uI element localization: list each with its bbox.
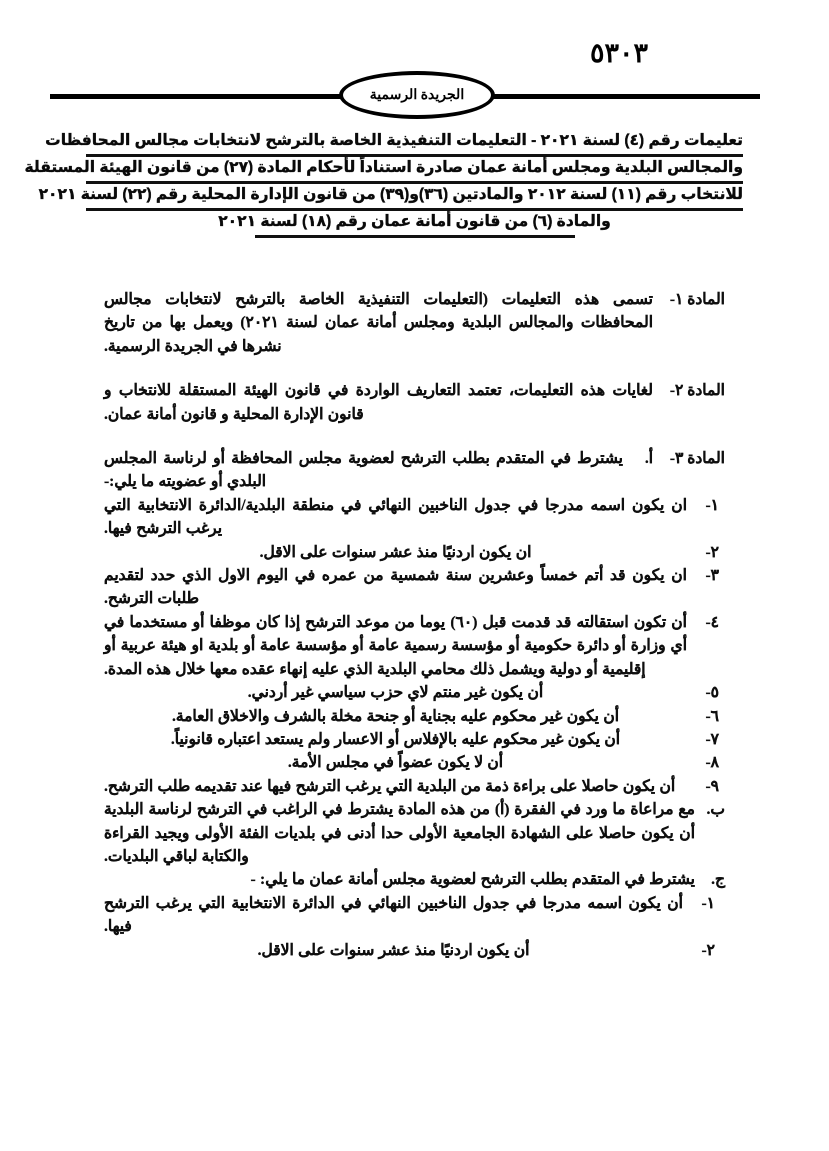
article-1 — [104, 288, 725, 358]
a-item-2-text: ان يكون اردنيًا منذ عشر سنوات على الاقل. — [259, 543, 532, 561]
article-2-marker: المادة ٢- — [669, 382, 725, 400]
article-3-paragraph-c — [104, 868, 725, 891]
a-item-2-marker: ٢- — [705, 543, 719, 561]
a-item-3-marker: ٣- — [705, 567, 719, 585]
a-item-9-marker: ٩- — [705, 777, 719, 795]
title-line-1: تعليمات رقم (٤) لسنة ٢٠٢١ - التعليمات التنفيذية الخاصة بالترشح لانتخابات مجالس المحافظات — [86, 131, 743, 157]
a-item-1 — [104, 494, 725, 541]
header-rule-group — [50, 87, 760, 103]
article-3-b-text: مع مراعاة ما ورد في الفقرة (أ) من هذه المادة يشترط في الراغب في الترشح لرناسة البلدية أن يكون حاصلا على الشهادة الجامعية الأولى حدا أدنى في بلديات الفئة الأولى ويجيد القراءة والكتابة لباقي البلديات. — [104, 801, 695, 865]
article-3-b-label: ب. — [706, 801, 725, 819]
a-item-9 — [104, 775, 725, 798]
a-item-7-marker: ٧- — [705, 730, 719, 748]
c-item-2-text: أن يكون اردنيًا منذ عشر سنوات على الاقل. — [257, 941, 530, 959]
article-1-marker: المادة ١- — [669, 291, 725, 308]
article-1-text: تسمى هذه التعليمات (التعليمات التنفيذية الخاصة بالترشح لانتخابات مجالس المحافظات والمجالس البلدية ومجلس أمانة عمان لسنة ٢٠٢١) ويعمل بها من تاريخ نشرها في الجريدة الرسمية. — [104, 291, 653, 355]
article-2 — [104, 379, 725, 426]
a-item-4 — [104, 611, 725, 681]
a-item-6-text: أن يكون غير محكوم عليه بجناية أو جنحة مخلة بالشرف والاخلاق العامة. — [171, 707, 620, 725]
c-item-2 — [104, 939, 725, 962]
c-item-2-marker: ٢- — [701, 941, 715, 959]
c-item-1-text: أن يكون اسمه مدرجا في جدول الناخبين النهائي في الدائرة الانتخابية التي يرغب الترشح فيها. — [104, 894, 683, 936]
a-item-5-text: أن يكون غير منتم لاي حزب سياسي غير أردني. — [247, 684, 544, 702]
a-item-4-marker: ٤- — [705, 613, 719, 631]
article-3-a-label: أ. — [644, 450, 653, 468]
a-item-1-text: ان يكون اسمه مدرجا في جدول الناخبين النهائي في منطقة البلدية/الدائرة الانتخابية التي يرغب الترشح فيها. — [104, 496, 687, 538]
title-line-2: والمجالس البلدية ومجلس أمانة عمان صادرة استناداً لأحكام المادة (٢٧) من قانون الهيئة المستقلة — [86, 158, 743, 184]
a-item-3 — [104, 564, 725, 611]
gazette-seal-label: الجريدة الرسمية — [369, 87, 465, 103]
gazette-seal-oval — [339, 71, 495, 119]
article-3-paragraph-b — [104, 798, 725, 868]
article-3-paragraph-a — [104, 447, 725, 494]
article-3-c-label: ج. — [711, 871, 725, 889]
document-body — [104, 288, 725, 962]
a-item-6-marker: ٦- — [705, 707, 719, 725]
title-line-3: للانتخاب رقم (١١) لسنة ٢٠١٢ والمادتين (٣٦)و(٣٩) من قانون الإدارة المحلية رقم (٢٢) لسنة ٢٠٢١ — [86, 185, 743, 211]
page-header — [50, 40, 760, 112]
c-item-1-marker: ١- — [701, 894, 715, 912]
title-line-4: والمادة (٦) من قانون أمانة عمان رقم (١٨) لسنة ٢٠٢١ — [86, 212, 743, 238]
article-3-marker: المادة ٣- — [669, 450, 725, 468]
a-item-8 — [104, 751, 725, 774]
a-item-9-text: أن يكون حاصلا على براءة ذمة من البلدية التي يرغب الترشح فيها عند تقديمه طلب الترشح. — [104, 777, 676, 795]
article-3-c-text: يشترط في المتقدم بطلب الترشح لعضوية مجلس أمانة عمان ما يلي: - — [250, 871, 695, 889]
a-item-5-marker: ٥- — [705, 684, 719, 702]
a-item-1-marker: ١- — [705, 496, 719, 514]
a-item-7 — [104, 728, 725, 751]
a-item-7-text: أن يكون غير محكوم عليه بالإفلاس أو الاعسار ولم يستعد اعتباره قانونياً. — [170, 730, 621, 748]
a-item-3-text: ان يكون قد أتم خمساً وعشرين سنة شمسية من عمره في اليوم الاول الذي حدد لتقديم طلبات الترشح. — [104, 567, 687, 608]
article-2-text: لغايات هذه التعليمات، تعتمد التعاريف الواردة في قانون الهيئة المستقلة للانتخاب و قانون الإدارة المحلية و قانون أمانة عمان. — [104, 382, 653, 423]
a-item-8-marker: ٨- — [705, 754, 719, 772]
article-3-a-text: يشترط في المتقدم بطلب الترشح لعضوية مجلس المحافظة أو لرناسة المجلس البلدي أو عضويته ما يلي:- — [104, 450, 623, 491]
a-item-2 — [104, 541, 725, 564]
a-item-4-text: أن تكون استقالته قد قدمت قبل (٦٠) يوما من موعد الترشح إذا كان موظفا أو مستخدما في أي وزارة أو دائرة حكومية أو مؤسسة رسمية عامة أو مؤسسة عامة أو بلدية او هيئة عربية أو إقليمية أو دولية ويشمل ذلك محامي البلدية الذي عليه إنهاء عقده معها خلال هذه المدة. — [104, 613, 687, 678]
a-item-8-text: أن لا يكون عضواً في مجلس الأمة. — [287, 754, 504, 772]
a-item-5 — [104, 681, 725, 704]
c-item-1 — [104, 892, 725, 939]
a-item-6 — [104, 705, 725, 728]
page-number: ٥٣٠٣ — [590, 38, 649, 68]
document-title — [24, 131, 743, 239]
